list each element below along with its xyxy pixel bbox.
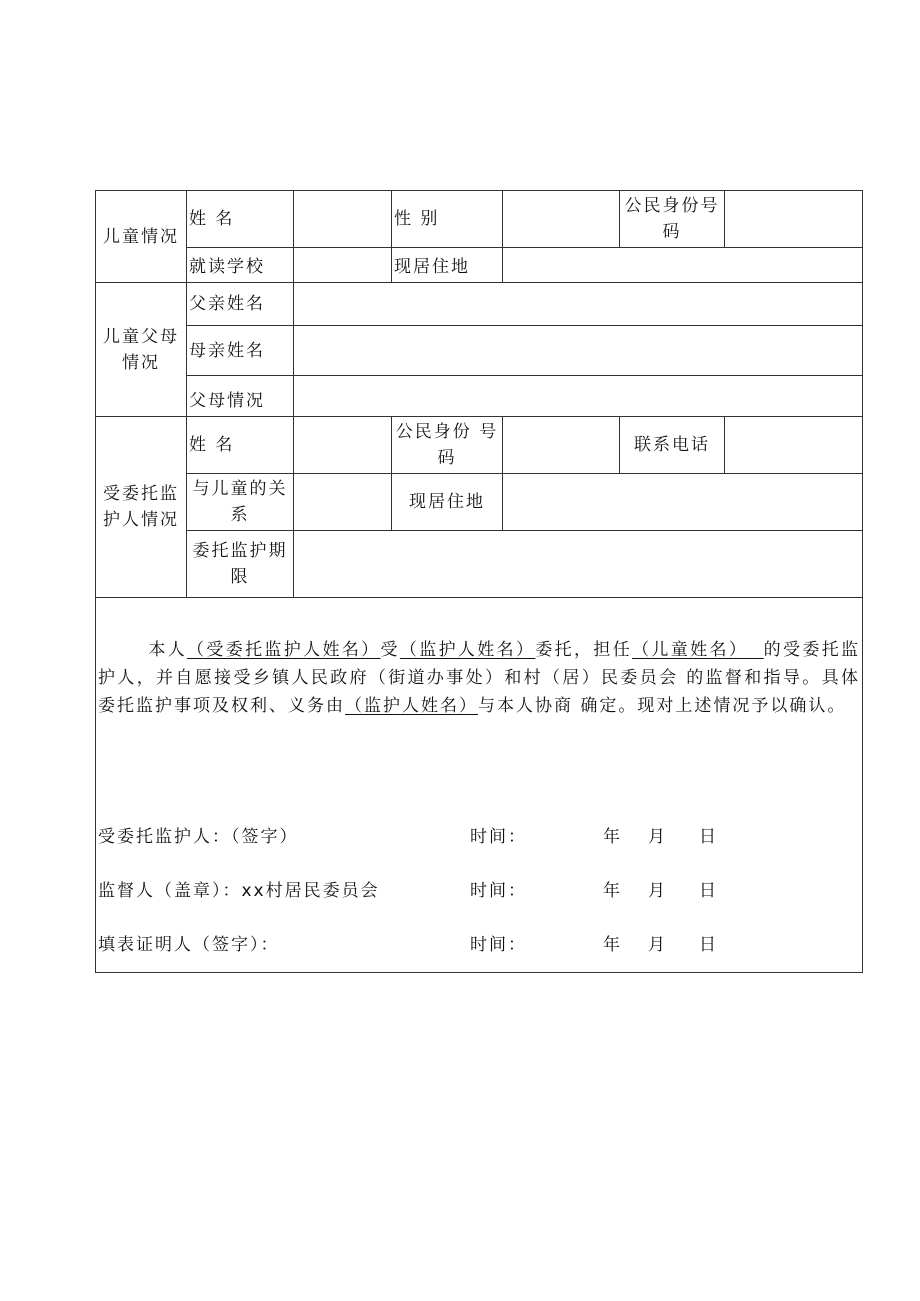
guardian-phone-field[interactable] bbox=[725, 417, 863, 474]
signature-label: 填表证明人（签字）： bbox=[98, 935, 280, 955]
child-name-label: 姓 名 bbox=[187, 191, 294, 248]
statement-paragraph bbox=[96, 598, 862, 810]
guardian-residence-label: 现居住地 bbox=[392, 474, 503, 531]
guardianship-form-table bbox=[95, 190, 863, 973]
month-label: 月 bbox=[648, 827, 667, 847]
statement-text: 委托，担任 bbox=[535, 640, 633, 660]
witness-signature-row bbox=[96, 918, 862, 972]
guardian-period-label: 委托监护期限 bbox=[187, 531, 294, 598]
guardian-signature-row bbox=[96, 810, 862, 864]
mother-name-field[interactable] bbox=[294, 326, 863, 376]
year-label: 年 bbox=[603, 827, 622, 847]
day-label: 日 bbox=[699, 935, 718, 955]
month-label: 月 bbox=[648, 935, 667, 955]
statement-text: 与本人协商 确定。现对上述情况予以确认。 bbox=[478, 696, 847, 716]
guardian-id-label: 公民身份 号码 bbox=[392, 417, 503, 474]
child-gender-label: 性 别 bbox=[392, 191, 503, 248]
time-label: 时间： bbox=[470, 935, 527, 955]
guardian-period-field[interactable] bbox=[294, 531, 863, 598]
guardian-relation-label: 与儿童的关系 bbox=[187, 474, 294, 531]
year-label: 年 bbox=[603, 881, 622, 901]
child-residence-label: 现居住地 bbox=[392, 248, 503, 283]
statement-text: 受 bbox=[380, 640, 400, 660]
guardian-name-blank: （受委托监护人姓名） bbox=[187, 640, 381, 660]
parent-name-blank: （监护人姓名） bbox=[399, 640, 536, 660]
child-id-field[interactable] bbox=[725, 191, 863, 248]
day-label: 日 bbox=[699, 881, 718, 901]
signature-label: 受委托监护人：（签字） bbox=[98, 827, 299, 847]
guardian-name-label: 姓 名 bbox=[187, 417, 294, 474]
child-id-label: 公民身份号码 bbox=[620, 191, 725, 248]
statement-cell bbox=[96, 598, 863, 973]
year-label: 年 bbox=[603, 935, 622, 955]
parents-status-field[interactable] bbox=[294, 376, 863, 417]
guardian-id-field[interactable] bbox=[503, 417, 620, 474]
signature-label: 监督人（盖章）：xx村居民委员会 bbox=[98, 881, 380, 901]
child-name-field[interactable] bbox=[294, 191, 392, 248]
parents-section-header: 儿童父母情况 bbox=[96, 283, 187, 417]
child-name-blank: （儿童姓名） bbox=[632, 640, 764, 660]
father-name-field[interactable] bbox=[294, 283, 863, 326]
parents-status-label: 父母情况 bbox=[187, 376, 294, 417]
month-label: 月 bbox=[648, 881, 667, 901]
guardian-phone-label: 联系电话 bbox=[620, 417, 725, 474]
child-residence-field[interactable] bbox=[503, 248, 863, 283]
child-school-field[interactable] bbox=[294, 248, 392, 283]
guardian-residence-field[interactable] bbox=[503, 474, 863, 531]
child-school-label: 就读学校 bbox=[187, 248, 294, 283]
mother-name-label: 母亲姓名 bbox=[187, 326, 294, 376]
guardian-name-field[interactable] bbox=[294, 417, 392, 474]
day-label: 日 bbox=[699, 827, 718, 847]
statement-text: 本人 bbox=[148, 640, 188, 660]
time-label: 时间： bbox=[470, 881, 527, 901]
supervisor-signature-row bbox=[96, 864, 862, 918]
guardian-section-header: 受委托监护人情况 bbox=[96, 417, 187, 598]
child-section-header: 儿童情况 bbox=[96, 191, 187, 283]
guardian-relation-field[interactable] bbox=[294, 474, 392, 531]
father-name-label: 父亲姓名 bbox=[187, 283, 294, 326]
parent-name-blank-2: （监护人姓名） bbox=[345, 696, 478, 716]
statement-text: 的受委托监护人，并自愿接受乡镇人民政府（街道办事处）和村（居）民委员会 的监督和指导。具体委托监护事项及权利、义务由 bbox=[98, 640, 861, 716]
child-gender-field[interactable] bbox=[503, 191, 620, 248]
time-label: 时间： bbox=[470, 827, 527, 847]
